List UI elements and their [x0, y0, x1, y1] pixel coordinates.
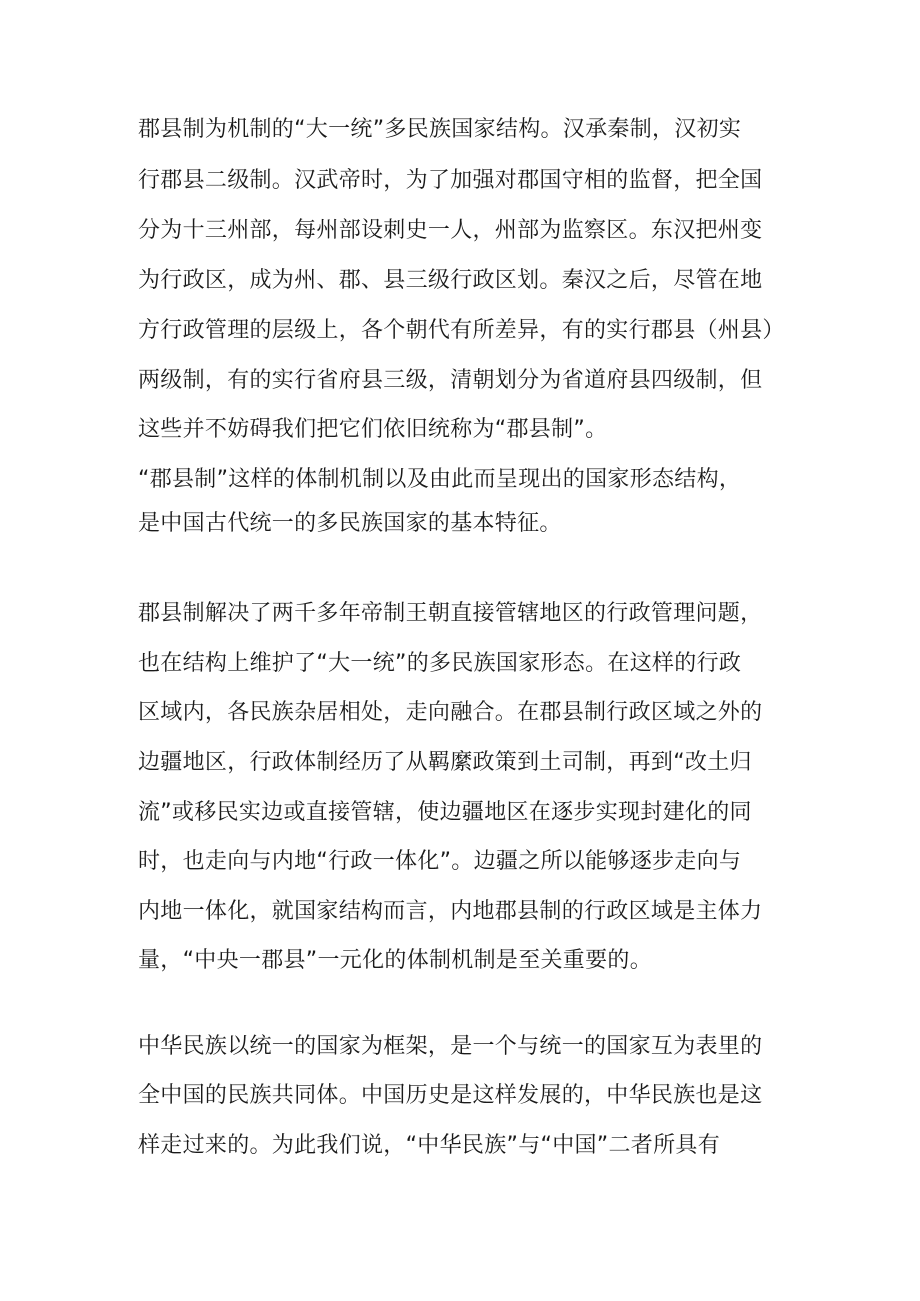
text-line: 为行政区，成为州、郡、县三级行政区划。秦汉之后，尽管在地: [138, 268, 763, 293]
text-line: 是中国古代统一的多民族国家的基本特征。: [138, 511, 562, 536]
text-line: 量，“中央一郡县”一元化的体制机制是至关重要的。: [138, 948, 652, 973]
text-line: 中华民族以统一的国家为框架，是一个与统一的国家互为表里的: [138, 1034, 763, 1059]
text-line: 样走过来的。为此我们说，“中华民族”与“中国”二者所具有: [138, 1133, 720, 1158]
text-line: 全中国的民族共同体。中国历史是这样发展的，中华民族也是这: [138, 1083, 763, 1108]
text-line: 这些并不妨碍我们把它们依旧统称为“郡县制”。: [138, 417, 608, 442]
text-line: 边疆地区，行政体制经历了从羁縻政策到土司制，再到“改土归: [138, 750, 752, 775]
text-line: 内地一体化，就国家结构而言，内地郡县制的行政区域是主体力: [138, 899, 763, 924]
text-line: 也在结构上维护了“大一统”的多民族国家形态。在这样的行政: [138, 651, 742, 676]
text-line: 郡县制解决了两千多年帝制王朝直接管辖地区的行政管理问题，: [138, 601, 763, 626]
text-line: 流”或移民实边或直接管辖，使边疆地区在逐步实现封建化的同: [138, 800, 752, 825]
text-line: 方行政管理的层级上，各个朝代有所差异，有的实行郡县（州县）: [138, 318, 785, 343]
text-line: “郡县制”这样的体制机制以及由此而呈现出的国家形态结构，: [138, 467, 742, 492]
text-line: 时，也走向与内地“行政一体化”。边疆之所以能够逐步走向与: [138, 849, 742, 874]
text-line: 行郡县二级制。汉武帝时，为了加强对郡国守相的监督，把全国: [138, 168, 763, 193]
text-line: 两级制，有的实行省府县三级，清朝划分为省道府县四级制，但: [138, 368, 763, 393]
text-line: 区域内，各民族杂居相处，走向融合。在郡县制行政区域之外的: [138, 700, 763, 725]
text-line: 分为十三州部，每州部设刺史一人，州部为监察区。东汉把州变: [138, 218, 763, 243]
text-line: 郡县制为机制的“大一统”多民族国家结构。汉承秦制，汉初实: [138, 117, 742, 142]
